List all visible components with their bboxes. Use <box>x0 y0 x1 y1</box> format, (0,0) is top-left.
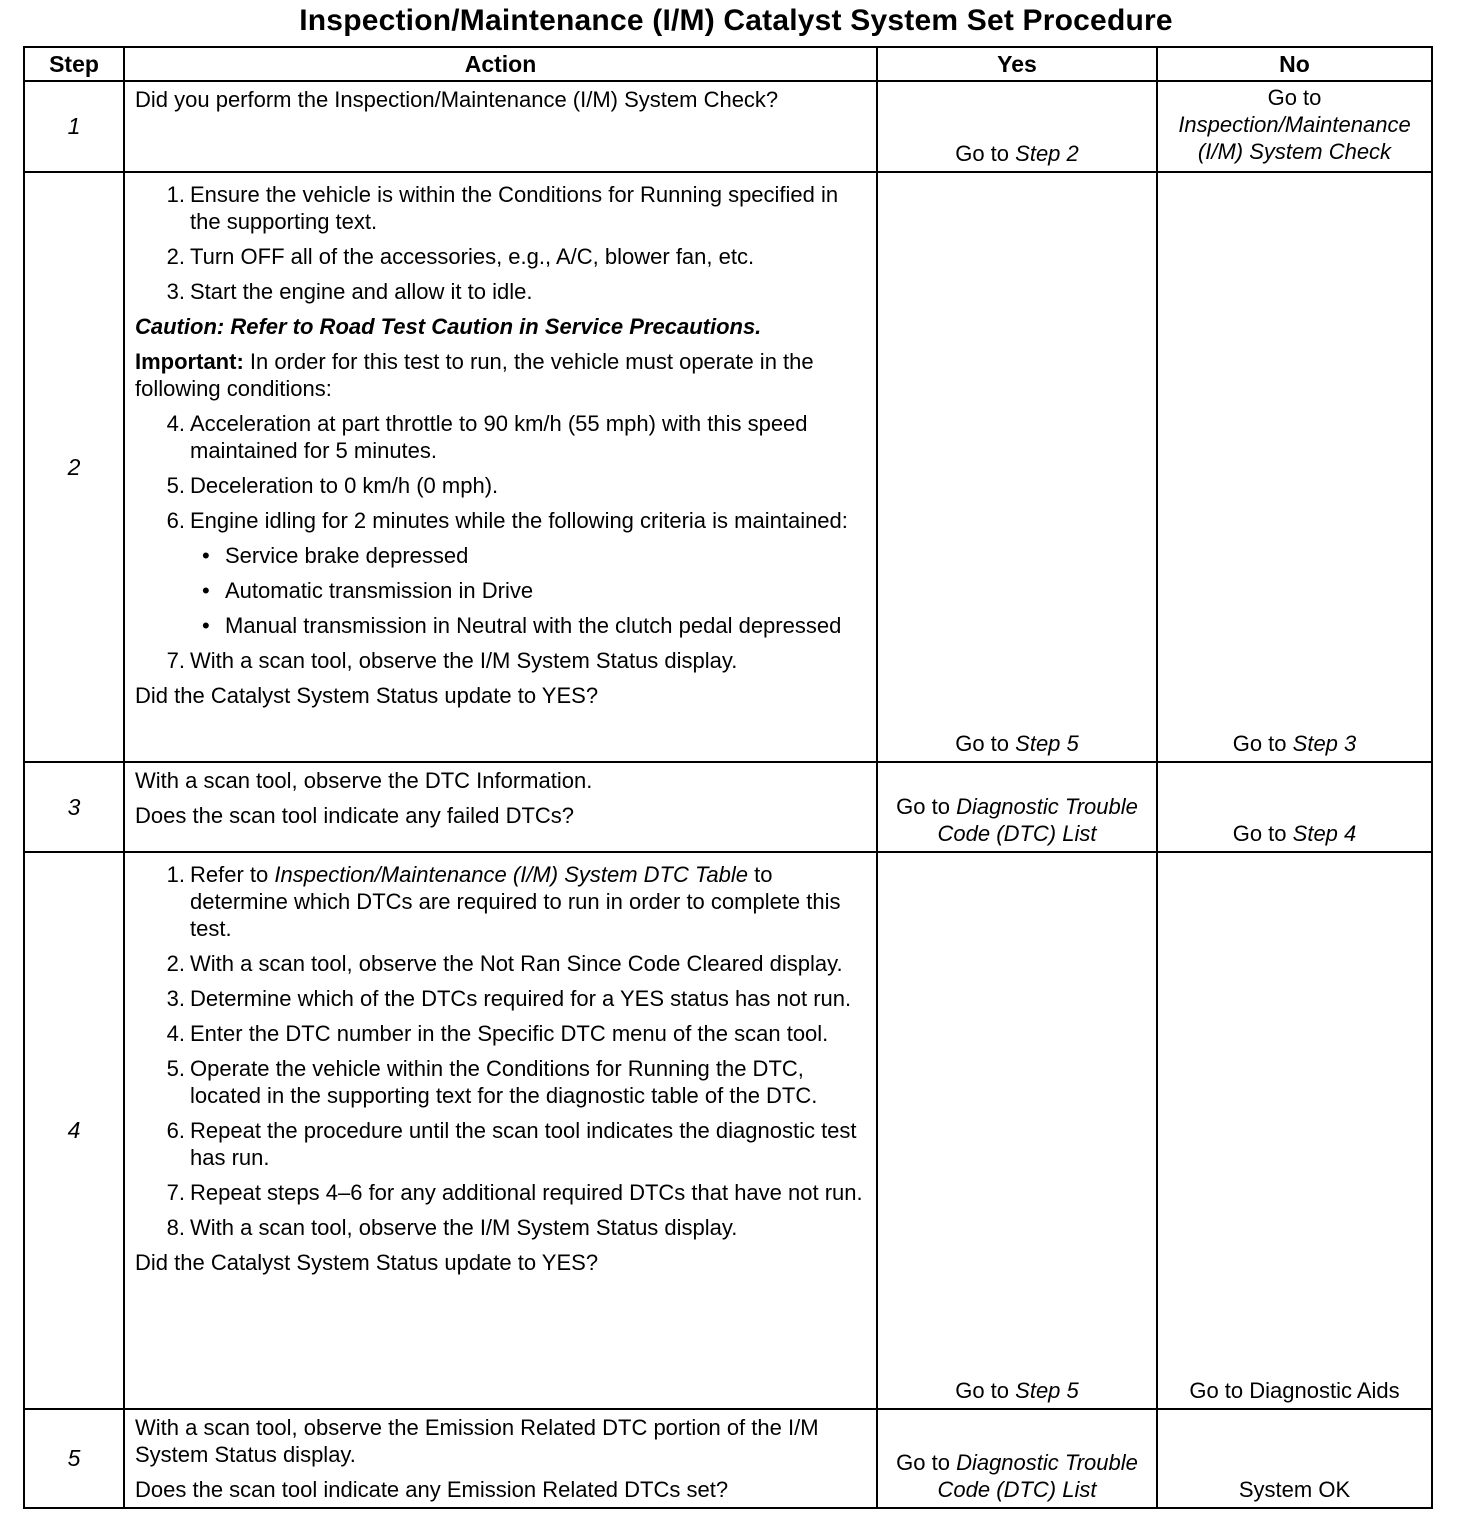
list-text: Turn OFF all of the accessories, e.g., A/C, blower fan, etc. <box>190 244 755 269</box>
list-number: 6. <box>166 508 185 533</box>
list-number: 7. <box>166 1180 185 1205</box>
no-cell <box>1157 762 1432 852</box>
table-row-step-5 <box>24 1409 1432 1508</box>
header-yes: Yes <box>877 47 1157 81</box>
header-no: No <box>1157 47 1432 81</box>
list-item <box>135 861 868 942</box>
list-item <box>135 985 868 1012</box>
action-cell <box>124 852 877 1409</box>
list-number: 3. <box>166 279 185 304</box>
instruction-list <box>135 861 868 1241</box>
yes-cell <box>877 852 1157 1409</box>
dtc-table-link[interactable]: Inspection/Maintenance (I/M) System DTC Table <box>274 862 748 887</box>
instruction-text: With a scan tool, observe the DTC Information. <box>135 768 593 793</box>
list-text: Refer to <box>190 862 269 887</box>
list-item <box>135 1020 868 1047</box>
caution-note: Caution: Refer to Road Test Caution in Service Precautions. <box>135 314 762 339</box>
list-text: Deceleration to 0 km/h (0 mph). <box>190 473 499 498</box>
list-number: 4. <box>166 411 185 436</box>
list-number: 2. <box>166 951 185 976</box>
list-item <box>135 950 868 977</box>
list-text: Ensure the vehicle is within the Conditions for Running specified in the supporting text. <box>190 182 839 234</box>
list-text: With a scan tool, observe the Not Ran Since Code Cleared display. <box>190 951 843 976</box>
list-item <box>135 647 868 674</box>
goto-prefix: Go to <box>1267 85 1322 110</box>
bullet-icon: • <box>202 578 210 603</box>
header-action: Action <box>124 47 877 81</box>
question-text: Did the Catalyst System Status update to YES? <box>135 1250 599 1275</box>
list-text: Enter the DTC number in the Specific DTC menu of the scan tool. <box>190 1021 829 1046</box>
no-cell <box>1157 81 1432 172</box>
list-number: 5. <box>166 473 185 498</box>
header-row <box>24 47 1432 81</box>
list-item <box>135 1214 868 1241</box>
list-text: Engine idling for 2 minutes while the following criteria is maintained: <box>190 508 848 533</box>
no-cell <box>1157 172 1432 762</box>
important-note <box>135 348 868 402</box>
bullet-icon: • <box>202 613 210 638</box>
list-item <box>135 243 868 270</box>
step-number: 3 <box>24 762 124 852</box>
list-number: 6. <box>166 1118 185 1143</box>
goto-prefix: Go to <box>1232 731 1287 756</box>
list-item <box>135 1055 868 1109</box>
bullet-item <box>190 577 868 604</box>
list-text: Operate the vehicle within the Conditions for Running the DTC, located in the supporting text for the diagnostic table of the DTC. <box>190 1056 818 1108</box>
instruction-text: With a scan tool, observe the Emission Related DTC portion of the I/M System Status display. <box>135 1415 819 1467</box>
yes-cell <box>877 172 1157 762</box>
action-cell <box>124 81 877 172</box>
goto-step-link[interactable]: Step 5 <box>1015 1378 1079 1403</box>
list-text: Start the engine and allow it to idle. <box>190 279 533 304</box>
list-number: 2. <box>166 244 185 269</box>
no-cell <box>1157 852 1432 1409</box>
question-text: Did you perform the Inspection/Maintenance (I/M) System Check? <box>135 87 779 112</box>
list-text: With a scan tool, observe the I/M System Status display. <box>190 648 738 673</box>
important-text: In order for this test to run, the vehicle must operate in the following conditions: <box>135 349 814 401</box>
list-number: 3. <box>166 986 185 1011</box>
step-number: 2 <box>24 172 124 762</box>
bullet-item <box>190 612 868 639</box>
yes-cell <box>877 762 1157 852</box>
list-text: Acceleration at part throttle to 90 km/h (55 mph) with this speed maintained for 5 minutes. <box>190 411 808 463</box>
goto-prefix: Go to <box>1232 821 1287 846</box>
list-item <box>135 410 868 464</box>
goto-prefix: Go to <box>955 1378 1010 1403</box>
list-item <box>135 472 868 499</box>
question-text: Did the Catalyst System Status update to YES? <box>135 683 599 708</box>
list-number: 1. <box>166 182 185 207</box>
step-number: 1 <box>24 81 124 172</box>
list-number: 8. <box>166 1215 185 1240</box>
goto-diagnostic-aids-link[interactable]: Go to Diagnostic Aids <box>1189 1378 1400 1403</box>
table-row-step-4 <box>24 852 1432 1409</box>
system-ok-text: System OK <box>1238 1477 1351 1502</box>
list-text: Repeat steps 4–6 for any additional required DTCs that have not run. <box>190 1180 863 1205</box>
goto-dtc-list-link[interactable]: Diagnostic Trouble Code (DTC) List <box>937 794 1138 846</box>
page-title: Inspection/Maintenance (I/M) Catalyst System Set Procedure <box>299 4 1173 37</box>
list-item <box>135 181 868 235</box>
list-number: 1. <box>166 862 185 887</box>
action-cell <box>124 1409 877 1508</box>
list-item <box>135 1179 868 1206</box>
question-text: Does the scan tool indicate any failed DTCs? <box>135 803 575 828</box>
no-cell <box>1157 1409 1432 1508</box>
goto-prefix: Go to <box>955 141 1010 166</box>
list-number: 4. <box>166 1021 185 1046</box>
bullet-item <box>190 542 868 569</box>
list-number: 5. <box>166 1056 185 1081</box>
criteria-list <box>190 542 868 639</box>
goto-prefix: Go to <box>896 1450 950 1475</box>
goto-step-link[interactable]: Step 2 <box>1015 141 1079 166</box>
header-step: Step <box>24 47 124 81</box>
goto-prefix: Go to <box>896 794 950 819</box>
important-label: Important: <box>135 349 244 374</box>
bullet-text: Manual transmission in Neutral with the clutch pedal depressed <box>225 613 842 638</box>
list-item <box>135 278 868 305</box>
list-text: Determine which of the DTCs required for a YES status has not run. <box>190 986 852 1011</box>
bullet-text: Service brake depressed <box>225 543 469 568</box>
list-text: With a scan tool, observe the I/M System Status display. <box>190 1215 738 1240</box>
goto-system-check-link[interactable]: Inspection/Maintenance (I/M) System Check <box>1178 112 1411 164</box>
yes-cell <box>877 81 1157 172</box>
procedure-table <box>23 46 1433 1509</box>
table-row-step-1 <box>24 81 1432 172</box>
list-text: to determine which DTCs are required to run in order to complete this test. <box>190 862 841 941</box>
goto-step-link[interactable]: Step 5 <box>1015 731 1079 756</box>
list-item <box>135 1117 868 1171</box>
goto-prefix: Go to <box>955 731 1010 756</box>
goto-dtc-list-link[interactable]: Diagnostic Trouble Code (DTC) List <box>937 1450 1138 1502</box>
table-row-step-2 <box>24 172 1432 762</box>
list-item <box>135 507 868 639</box>
table-row-step-3 <box>24 762 1432 852</box>
action-cell <box>124 172 877 762</box>
goto-step-link[interactable]: Step 4 <box>1292 821 1357 846</box>
question-text: Does the scan tool indicate any Emission Related DTCs set? <box>135 1477 729 1502</box>
step-number: 5 <box>24 1409 124 1508</box>
action-cell <box>124 762 877 852</box>
condition-list <box>135 410 868 674</box>
list-number: 7. <box>166 648 185 673</box>
bullet-icon: • <box>202 543 210 568</box>
instruction-list <box>135 181 868 305</box>
list-text: Repeat the procedure until the scan tool indicates the diagnostic test has run. <box>190 1118 857 1170</box>
step-number: 4 <box>24 852 124 1409</box>
yes-cell <box>877 1409 1157 1508</box>
bullet-text: Automatic transmission in Drive <box>225 578 534 603</box>
goto-step-link[interactable]: Step 3 <box>1292 731 1357 756</box>
